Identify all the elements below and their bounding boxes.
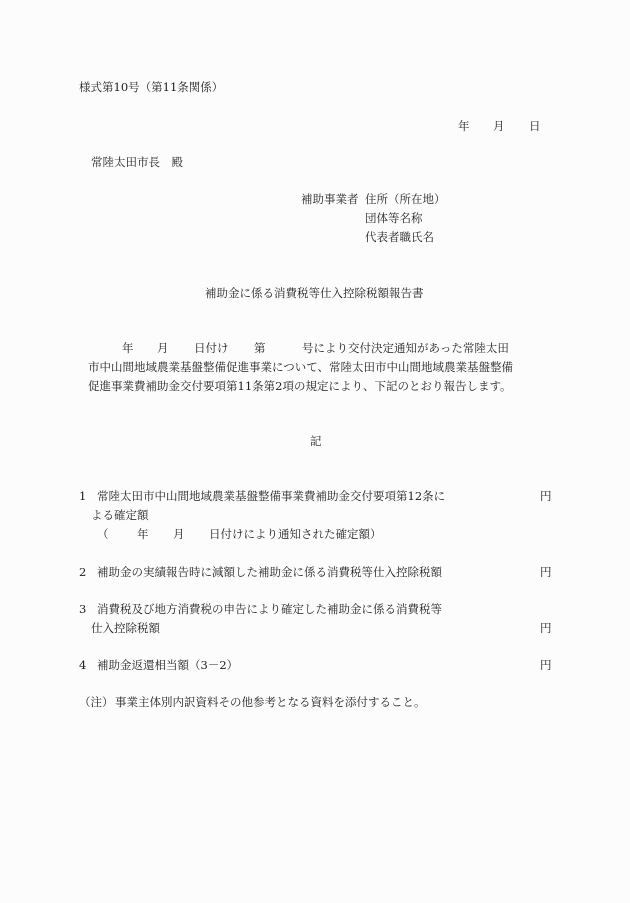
item-4-number: 4 xyxy=(79,658,87,672)
item-1-number: 1 xyxy=(79,489,87,503)
form-number: 様式第10号（第11条関係） xyxy=(79,80,224,94)
item-1-sub-month: 月 xyxy=(173,527,185,541)
applicant-organization-label: 団体等名称 xyxy=(365,211,423,225)
item-2-number: 2 xyxy=(79,565,87,579)
applicant-label: 補助事業者 xyxy=(301,192,359,206)
item-3-line1: 消費税及び地方消費税の申告により確定した補助金に係る消費税等 xyxy=(97,602,442,616)
addressee: 常陸太田市長 殿 xyxy=(91,155,183,169)
item-2-line1: 補助金の実績報告時に減額した補助金に係る消費税等仕入控除税額 xyxy=(97,565,442,579)
item-1-line1: 常陸太田市中山間地域農業基盤整備事業費補助金交付要項第12条に xyxy=(97,489,446,503)
ki-heading: 記 xyxy=(310,434,322,448)
body-line3: 促進事業費補助金交付要項第11条第2項の規定により、下記のとおり報告します。 xyxy=(88,379,512,393)
applicant-representative-label: 代表者職氏名 xyxy=(365,230,434,244)
body-date: 日付け xyxy=(194,341,229,355)
item-1-sub-year: 年 xyxy=(137,527,149,541)
note-text: 事業主体別内訳資料その他参考となる資料を添付すること。 xyxy=(115,695,426,709)
body-line1-rest: 号により交付決定通知があった常陸太田 xyxy=(302,341,509,355)
document-title: 補助金に係る消費税等仕入控除税額報告書 xyxy=(205,286,424,300)
body-year: 年 xyxy=(122,341,134,355)
item-1-sub-open: （ xyxy=(97,527,109,541)
item-4-yen-unit: 円 xyxy=(540,658,552,672)
body-number-prefix: 第 xyxy=(254,341,266,355)
item-1-line2: よる確定額 xyxy=(91,508,149,522)
item-2-yen-unit: 円 xyxy=(540,565,552,579)
item-4-line1: 補助金返還相当額（3－2） xyxy=(97,658,239,672)
item-1-sub-rest: 日付けにより通知された確定額） xyxy=(209,527,382,541)
item-3-yen-unit: 円 xyxy=(540,621,552,635)
body-month: 月 xyxy=(157,341,169,355)
item-1-yen-unit: 円 xyxy=(540,489,552,503)
date-month-label: 月 xyxy=(493,119,505,133)
date-year-label: 年 xyxy=(458,119,470,133)
item-3-number: 3 xyxy=(79,602,87,616)
applicant-address-label: 住所（所在地） xyxy=(365,192,446,206)
note-label: （注） xyxy=(79,695,114,709)
body-line2: 市中山間地域農業基盤整備促進事業について、常陸太田市中山間地域農業基盤整備 xyxy=(88,360,514,374)
item-3-line2: 仕入控除税額 xyxy=(91,621,160,635)
date-day-label: 日 xyxy=(529,119,541,133)
